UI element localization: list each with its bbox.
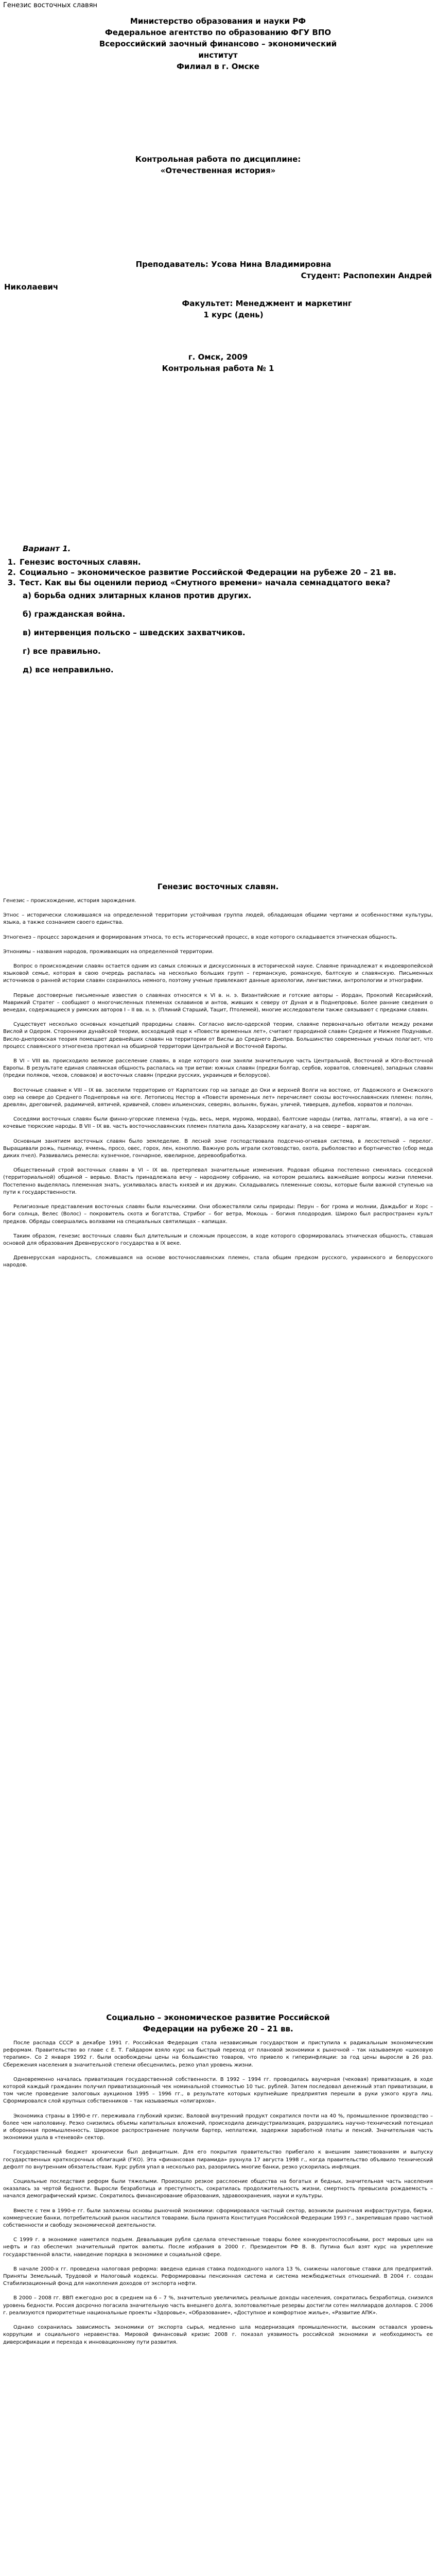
- work-type: Контрольная работа по дисциплине:: [135, 155, 301, 164]
- section-body: [3, 2040, 433, 2346]
- agency-line: Федеральное агентство по образованию ФГУ ВПО: [104, 28, 332, 37]
- section-title: Социально – экономическое развитие Российской: [106, 2013, 330, 2022]
- variant-block: [0, 544, 436, 683]
- title-page: [0, 15, 436, 374]
- answer-options: [23, 590, 436, 675]
- section-title-2: Федерации на рубеже 20 – 21 вв.: [143, 2024, 293, 2033]
- definition: Этногенез – процесс зарождения и формирования этноса, то есть исторический процесс, в ходе которого складывается этническая общность.: [3, 934, 397, 940]
- answer-option: г) все правильно.: [23, 647, 101, 656]
- section-title: Генезис восточных славян.: [157, 882, 279, 891]
- paragraph: С 1999 г. в экономике наметился подъем. Девальвация рубля сделала отечественные товары более конкурентоспособными, рост мировых цен на нефть и газ обеспечил значительный приток валюты. После избрания в 2000 г. Президентом РФ В. В. Путина был взят курс на укрепление государственной власти, наведение порядка в экономике и социальной сфере.: [3, 2237, 433, 2258]
- answer-option: в) интервенция польско – шведских захватчиков.: [23, 628, 246, 637]
- socio-section: [0, 2012, 436, 2353]
- paragraph: После распада СССР в декабре 1991 г. Российская Федерация стала независимым государством и приступила к радикальным экономическим реформам. Правительство во главе с Е. Т. Гайдаром взяло курс на быстрый переход от плановой экономики к рыночной – так называемую «шоковую терапию». Со 2 января 1992 г. были освобождены цены на большинство товаров, что привело к гиперинфляции: за год цены выросли в 26 раз. Сбережения населения в значительной степени обесценились, резко упал уровень жизни.: [3, 2040, 433, 2068]
- paragraph: Восточные славяне к VIII – IX вв. заселили территорию от Карпатских гор на западе до Оки и верхней Волги на востоке, от Ладожского и Онежского озер на севере до Среднего Поднепровья на юге. Летописец Нестор в «Повести временных лет» перечисляет союзы восточнославянских племен: полян, древлян, дреговичей, радимичей, вятичей, кривичей, словен ильменских, северян, волынян, бужан, уличей, тиверцев, дулебов, хорватов и полочан.: [3, 1087, 433, 1108]
- student-line-2: Николаевич: [4, 282, 59, 292]
- paragraph: Таким образом, генезис восточных славян был длительным и сложным процессом, в ходе которого сформировалась этническая общность, ставшая основой для образования Древнерусского государства в IX веке.: [3, 1233, 433, 1246]
- institute-line-2: институт: [198, 50, 238, 60]
- branch-line: Филиал в г. Омске: [177, 62, 259, 71]
- paragraph: В VI – VIII вв. происходило великое расселение славян, в ходе которого они заняли значительную часть Центральной, Восточной и Юго-Восточной Европы. В результате единая славянская общность распалась на три ветви: южных славян (предки болгар, сербов, хорватов, словенцев), западных славян (предки поляков, чехов, словаков) и восточных славян (предки русских, украинцев и белорусов).: [3, 1058, 433, 1079]
- institute-line: Всероссийский заочный финансово – экономический: [99, 39, 337, 48]
- answer-option: д) все неправильно.: [23, 665, 114, 674]
- paragraph: Однако сохранилась зависимость экономики от экспорта сырья, медленно шла модернизация промышленности, высоким оставался уровень коррупции и социального неравенства. Мировой финансовый кризис 2008 г. показал уязвимость российской экономики и необходимость ее диверсификации и перехода к инновационному пути развития.: [3, 2325, 433, 2345]
- paragraph: Первые достоверные письменные известия о славянах относятся к VI в. н. э. Византийские и готские авторы – Иордан, Прокопий Кесарийский, Маврикий Стратег – сообщают о многочисленных племенах склавинов и антов, живших к северу от Дуная и в Поднепровье. Более ранние сведения о венедах, содержащиеся у римских авторов I – II вв. н. э. (Плиний Старший, Тацит, Птолемей), многие исследователи также связывают с предками славян.: [3, 992, 433, 1013]
- paragraph: В начале 2000-х гг. проведена налоговая реформа: введена единая ставка подоходного налога 13 %, снижены налоговые ставки для предприятий. Приняты Земельный, Трудовой и Налоговый кодексы. Реформированы пенсионная система и система межбюджетных отношений. В 2004 г. создан Стабилизационный фонд для накопления доходов от экспорта нефти.: [3, 2266, 433, 2287]
- paragraph: В 2000 – 2008 гг. ВВП ежегодно рос в среднем на 6 – 7 %, значительно увеличились реальные доходы населения, сократилась безработица, снизился уровень бедности. Россия досрочно погасила значительную часть внешнего долга, золотовалютные резервы достигли сотен миллиардов долларов. С 2006 г. реализуются приоритетные национальные проекты «Здоровье», «Образование», «Доступное и комфортное жилье», «Развитие АПК».: [3, 2295, 433, 2316]
- paragraph: Вместе с тем в 1990-е гг. были заложены основы рыночной экономики: сформировался частный сектор, возникли рыночная инфраструктура, биржи, коммерческие банки, потребительский рынок насытился товарами. Была принята Конституция Российской Федерации 1993 г., закрепившая право частной собственности и свободу экономической деятельности.: [3, 2208, 433, 2229]
- student-line: Студент: Распопехин Андрей: [301, 271, 432, 280]
- answer-option: а) борьба одних элитарных кланов против других.: [23, 591, 252, 600]
- definition: Этнос – исторически сложившаяся на определенной территории устойчивая группа людей, обладающая общими чертами и особенностями культуры, языка, а также сознанием своего единства.: [3, 912, 433, 926]
- definition: Этнонимы – названия народов, проживающих на определенной территории.: [3, 948, 214, 955]
- paragraph: Одновременно началась приватизация государственной собственности. В 1992 – 1994 гг. проводилась ваучерная (чековая) приватизация, в ходе которой каждый гражданин получил приватизационный чек номинальной стоимостью 10 тыс. рублей. Затем последовал денежный этап приватизации, в том числе проведение залоговых аукционов 1995 – 1996 гг., в результате которых крупнейшие предприятия перешли в руки узкого круга лиц. Сформировался слой крупных собственников – так называемых «олигархов».: [3, 2076, 433, 2105]
- question-list: [0, 557, 436, 588]
- paragraph: Экономика страны в 1990-е гг. переживала глубокий кризис. Валовой внутренний продукт сократился почти на 40 %, промышленное производство – более чем наполовину. Резко снизились объемы капитальных вложений, происходила деиндустриализация, разрушались научно-технический потенциал и оборонная промышленность. Широкое распространение получили бартер, неплатежи, задержки заработной платы и пенсий. Значительная часть экономики ушла в «теневой» сектор.: [3, 2113, 433, 2141]
- paragraph: Социальные последствия реформ были тяжелыми. Произошло резкое расслоение общества на богатых и бедных, значительная часть населения оказалась за чертой бедности. Выросли безработица и преступность, сократилась продолжительность жизни, смертность превысила рождаемость – начался демографический кризис. Сократилось финансирование образования, здравоохранения, науки и культуры.: [3, 2179, 433, 2199]
- teacher-line: Преподаватель: Усова Нина Владимировна: [135, 260, 332, 269]
- paragraph: Древнерусская народность, сложившаяся на основе восточнославянских племен, стала общим предком русского, украинского и белорусского народов.: [3, 1255, 433, 1268]
- paragraph: Соседями восточных славян были финно-угорские племена (чудь, весь, меря, мурома, мордва), балтские народы (литва, латгалы, ятвяги), а на юге – кочевые тюркские народы. В VII – IX вв. часть восточнославянских племен платила дань Хазарскому каганату, а на севере – варягам.: [3, 1116, 433, 1130]
- question-item: 2. Социально – экономическое развитие Российской Федерации на рубеже 20 – 21 вв.: [19, 567, 436, 578]
- paragraph: Существует несколько основных концепций прародины славян. Согласно висло-одерской теории, славяне первоначально обитали между реками Вислой и Одером. Сторонники дунайской теории, восходящей еще к «Повести временных лет», считают прародиной славян Среднее и Нижнее Подунавье. Висло-днепровская теория помещает древнейших славян на территории от Вислы до Среднего Днепра. Большинство современных ученых полагает, что процесс славянского этногенеза протекал на обширной территории Центральной и Восточной Европы.: [3, 1022, 433, 1049]
- question-item: 1. Генезис восточных славян.: [19, 557, 436, 567]
- answer-option: б) гражданская война.: [23, 609, 126, 619]
- paragraph: Основным занятием восточных славян было земледелие. В лесной зоне господствовала подсечно-огневая система, в лесостепной – перелог. Выращивали рожь, пшеницу, ячмень, просо, овес, горох, лен, коноплю. Важную роль играли скотоводство, охота, рыболовство и бортничество (сбор меда диких пчел). Развивались ремесла: кузнечное, гончарное, ювелирное, деревообработка.: [3, 1138, 433, 1159]
- section-body: [3, 897, 433, 1269]
- paragraph: Вопрос о происхождении славян остается одним из самых сложных и дискуссионных в исторической науке. Славяне принадлежат к индоевропейской языковой семье, которая в свою очередь распалась на несколько больших групп – германскую, романскую, балтскую и славянскую. Письменных источников о ранней истории славян сохранилось немного, поэтому ученые привлекают данные археологии, лингвистики, антропологии и этнографии.: [3, 963, 433, 984]
- definition: Генезис – происхождение, история зарождения.: [3, 898, 136, 904]
- question-item: 3. Тест. Как вы бы оценили период «Смутного времени» начала семнадцатого века?: [19, 578, 436, 588]
- city-year: г. Омск, 2009: [188, 352, 248, 362]
- paragraph: Общественный строй восточных славян в VI – IX вв. претерпевал значительные изменения. Родовая община постепенно сменялась соседской (территориальной) общиной – вервью. Власть принадлежала вечу – народному собранию, на котором решались важнейшие вопросы жизни племени. Постепенно выделялась племенная знать, усиливалась власть князей и их дружин. Складывались племенные союзы, которые были важной ступенью на пути к государственности.: [3, 1167, 433, 1195]
- variant-heading: Вариант 1.: [23, 544, 71, 553]
- discipline-name: «Отечественная история»: [160, 166, 276, 175]
- genesis-section: [0, 881, 436, 1277]
- page-title: Генезис восточных славян: [3, 2, 98, 9]
- faculty-line: Факультет: Менеджмент и маркетинг: [182, 299, 352, 308]
- course-line: 1 курс (день): [203, 310, 264, 319]
- work-number: Контрольная работа № 1: [162, 364, 274, 373]
- paragraph: Религиозные представления восточных славян были языческими. Они обожествляли силы природы: Перун – бог грома и молнии, Даждьбог и Хорс – боги солнца, Велес (Волос) – покровитель скота и богатства, Стрибог – бог ветра, Мокошь – богиня плодородия. Широко был распространен культ предков. Обряды совершались волхвами на специальных святилищах – капищах.: [3, 1204, 433, 1225]
- paragraph: Государственный бюджет хронически был дефицитным. Для его покрытия правительство прибегало к внешним заимствованиям и выпуску государственных краткосрочных облигаций (ГКО). Эта «финансовая пирамида» рухнула 17 августа 1998 г., когда правительство объявило технический дефолт по внутренним обязательствам. Курс рубля упал в несколько раз, разорились многие банки, резко ускорилась инфляция.: [3, 2149, 433, 2170]
- ministry-line: Министерство образования и науки РФ: [130, 16, 306, 26]
